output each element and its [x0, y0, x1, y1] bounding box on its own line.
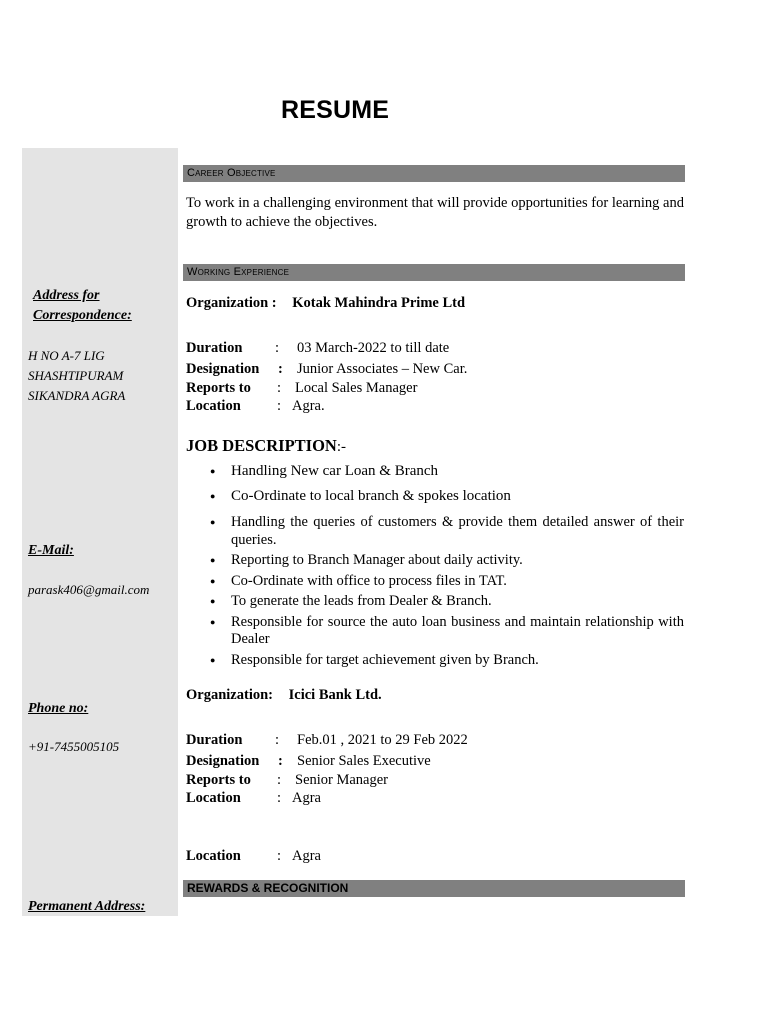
- job-details: [186, 339, 684, 419]
- colon: :: [278, 753, 283, 769]
- location-value: Agra: [292, 790, 321, 806]
- duration-label: Duration: [186, 340, 243, 356]
- address-heading: Address for Correspondence:: [33, 288, 132, 323]
- location-value: Agra.: [292, 398, 325, 414]
- colon: :: [275, 732, 280, 748]
- duration-value: Feb.01 , 2021 to 29 Feb 2022: [297, 732, 468, 748]
- email-heading: E-Mail:: [28, 543, 74, 558]
- colon: :: [277, 790, 282, 806]
- colon: :: [278, 361, 283, 377]
- designation-value: Junior Associates – New Car.: [297, 361, 468, 377]
- reports-row: [186, 379, 684, 398]
- phone-value: +91-7455005105: [28, 739, 120, 754]
- reports-label: Reports to: [186, 772, 251, 788]
- list-item: ● Handling New car Loan & Branch: [210, 463, 684, 480]
- job-description-heading: JOB DESCRIPTION:-: [186, 436, 346, 455]
- designation-label: Designation: [186, 753, 260, 769]
- location-label: Location: [186, 790, 241, 806]
- permanent-address-heading: Permanent Address:: [28, 899, 146, 914]
- address-line: SIKANDRA AGRA: [28, 388, 126, 403]
- organization-name: Icici Bank Ltd.: [288, 687, 382, 703]
- location-value: Agra: [292, 848, 321, 864]
- colon: :: [277, 848, 282, 864]
- list-item: ● Responsible for source the auto loan business and maintain relationship with Dealer: [210, 614, 684, 649]
- career-objective-text: To work in a challenging environment that will provide opportunities for learning and growth to achieve the objectives.: [186, 195, 684, 230]
- colon: :: [277, 772, 282, 788]
- reports-label: Reports to: [186, 380, 251, 396]
- designation-value: Senior Sales Executive: [297, 753, 431, 769]
- reports-value: Local Sales Manager: [295, 380, 418, 396]
- job-details: [186, 731, 684, 811]
- location-label: Location: [186, 848, 241, 864]
- list-item: ● To generate the leads from Dealer & Branch.: [210, 593, 684, 611]
- rewards-heading: REWARDS & RECOGNITION: [183, 880, 685, 897]
- list-item: ● Responsible for target achievement given by Branch.: [210, 652, 684, 670]
- reports-row: [186, 771, 684, 790]
- designation-label: Designation: [186, 361, 260, 377]
- list-item: ● Co-Ordinate with office to process files in TAT.: [210, 573, 684, 591]
- sidebar: [22, 148, 178, 916]
- career-objective-heading: Career Objective: [183, 165, 685, 182]
- email-value: parask406@gmail.com: [28, 582, 150, 597]
- phone-heading: Phone no:: [28, 701, 89, 716]
- colon: :: [275, 340, 280, 356]
- designation-row: [186, 360, 684, 379]
- location-row: [186, 789, 684, 808]
- list-item: ● Reporting to Branch Manager about daily activity.: [210, 552, 684, 570]
- extra-location-row: [186, 847, 684, 866]
- organization-line: [186, 687, 382, 704]
- duration-label: Duration: [186, 732, 243, 748]
- location-label: Location: [186, 398, 241, 414]
- address-line: H NO A-7 LIG: [28, 348, 105, 363]
- job-description-list-b: [210, 514, 684, 669]
- job-description-list-a: [210, 463, 684, 505]
- organization-name: Kotak Mahindra Prime Ltd: [292, 295, 466, 311]
- address-block: [28, 346, 125, 406]
- colon: :: [277, 380, 282, 396]
- colon: :: [277, 398, 282, 414]
- list-item: ● Handling the queries of customers & provide them detailed answer of their queries.: [210, 514, 684, 549]
- duration-row: [186, 339, 684, 358]
- organization-line: [186, 295, 465, 312]
- organization-label: Organization :: [186, 295, 277, 311]
- reports-value: Senior Manager: [295, 772, 389, 788]
- list-item: ● Co-Ordinate to local branch & spokes location: [210, 488, 684, 505]
- page-title: RESUME: [281, 96, 390, 124]
- location-row: [186, 397, 684, 416]
- working-experience-heading: Working Experience: [183, 264, 685, 281]
- organization-label: Organization:: [186, 687, 273, 703]
- address-line: SHASHTIPURAM: [28, 368, 124, 383]
- designation-row: [186, 752, 684, 771]
- duration-row: [186, 731, 684, 750]
- duration-value: 03 March-2022 to till date: [297, 340, 450, 356]
